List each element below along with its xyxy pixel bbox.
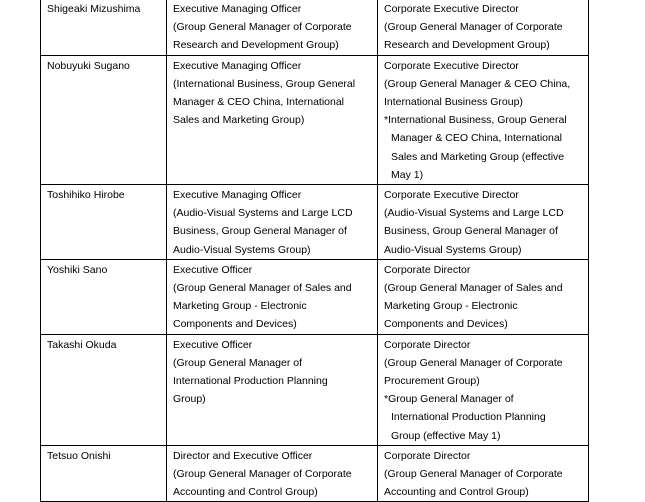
new-position-cell	[378, 0, 589, 55]
current-position-line: Executive Managing Officer	[173, 3, 302, 15]
new-position-note-line: *Group General Manager of	[384, 393, 514, 406]
new-position-line: Corporate Executive Director	[384, 189, 519, 202]
officer-name-cell	[41, 334, 167, 445]
current-position-line: (Group General Manager of	[173, 356, 302, 369]
new-position-cell	[378, 445, 589, 502]
new-position-cell	[378, 55, 589, 184]
new-position-line: Procurement Group)	[384, 375, 480, 388]
new-position-line: Accounting and Control Group)	[384, 486, 529, 499]
new-position-line: (Audio-Visual Systems and Large LCD	[384, 207, 564, 220]
current-position-line: (Group General Manager of Corporate	[173, 468, 352, 481]
table-row	[41, 259, 589, 334]
current-position-line: International Production Planning	[173, 375, 328, 388]
new-position-line: (Group General Manager & CEO China,	[384, 77, 571, 90]
new-position-line: International Business Group)	[384, 96, 523, 109]
current-position-line: Director and Executive Officer	[173, 449, 313, 462]
new-position-line: Corporate Director	[384, 449, 471, 462]
new-position-line: Research and Development Group)	[384, 39, 550, 52]
new-position-line: (Group General Manager of Sales and	[384, 282, 563, 295]
new-position-line: Corporate Executive Director	[384, 3, 519, 15]
officers-table-body	[41, 0, 589, 502]
new-position-line: Marketing Group - Electronic	[384, 300, 518, 313]
officer-name: Shigeaki Mizushima	[47, 3, 141, 15]
current-position-line: Business, Group General Manager of	[173, 225, 347, 238]
current-position-line: (Group General Manager of Sales and	[173, 282, 352, 295]
current-position-cell	[167, 334, 378, 445]
new-position-note-line: *International Business, Group General	[384, 114, 567, 127]
new-position-note-line: International Production Planning	[391, 411, 546, 424]
officers-table	[40, 0, 589, 502]
current-position-line: Executive Officer	[173, 263, 253, 276]
officer-name-cell	[41, 55, 167, 184]
current-position-line: Marketing Group - Electronic	[173, 300, 307, 313]
officer-name: Takashi Okuda	[47, 338, 117, 351]
new-position-line: (Group General Manager of Corporate	[384, 21, 563, 34]
table-row	[41, 445, 589, 502]
new-position-note-line: Manager & CEO China, International	[391, 132, 563, 145]
current-position-line: Accounting and Control Group)	[173, 486, 318, 499]
new-position-line: Corporate Executive Director	[384, 59, 519, 72]
current-position-line: Audio-Visual Systems Group)	[173, 243, 311, 256]
current-position-cell	[167, 185, 378, 260]
new-position-line: Audio-Visual Systems Group)	[384, 243, 522, 256]
current-position-cell	[167, 445, 378, 502]
new-position-cell	[378, 185, 589, 260]
current-position-cell	[167, 0, 378, 55]
officer-name-cell	[41, 445, 167, 502]
current-position-line: Manager & CEO China, International	[173, 96, 345, 109]
current-position-line: Executive Managing Officer	[173, 59, 302, 72]
current-position-line: Sales and Marketing Group)	[173, 114, 305, 127]
new-position-note-line: Group (effective May 1)	[391, 429, 501, 442]
current-position-line: Executive Managing Officer	[173, 189, 302, 202]
new-position-line: (Group General Manager of Corporate	[384, 356, 563, 369]
officer-name: Yoshiki Sano	[47, 263, 108, 276]
table-row	[41, 55, 589, 184]
officer-name-cell	[41, 0, 167, 55]
new-position-line: Business, Group General Manager of	[384, 225, 558, 238]
current-position-line: Executive Officer	[173, 338, 253, 351]
new-position-line: Components and Devices)	[384, 318, 508, 331]
officer-name-cell	[41, 185, 167, 260]
new-position-line: (Group General Manager of Corporate	[384, 468, 563, 481]
current-position-line: Group)	[173, 393, 206, 406]
current-position-cell	[167, 259, 378, 334]
current-position-line: Components and Devices)	[173, 318, 297, 331]
current-position-line: (Audio-Visual Systems and Large LCD	[173, 207, 353, 220]
new-position-line: Corporate Director	[384, 263, 471, 276]
table-row	[41, 334, 589, 445]
officer-name: Tetsuo Onishi	[47, 449, 111, 462]
current-position-cell	[167, 55, 378, 184]
current-position-line: (Group General Manager of Corporate	[173, 21, 352, 34]
new-position-line: Corporate Director	[384, 338, 471, 351]
officer-name: Nobuyuki Sugano	[47, 59, 130, 72]
new-position-note-line: May 1)	[391, 168, 424, 181]
new-position-cell	[378, 334, 589, 445]
table-row	[41, 0, 589, 55]
officer-name: Toshihiko Hirobe	[47, 189, 125, 202]
new-position-note-line: Sales and Marketing Group (effective	[391, 150, 565, 163]
current-position-line: (International Business, Group General	[173, 77, 356, 90]
officer-name-cell	[41, 259, 167, 334]
table-row	[41, 185, 589, 260]
new-position-cell	[378, 259, 589, 334]
current-position-line: Research and Development Group)	[173, 39, 339, 52]
